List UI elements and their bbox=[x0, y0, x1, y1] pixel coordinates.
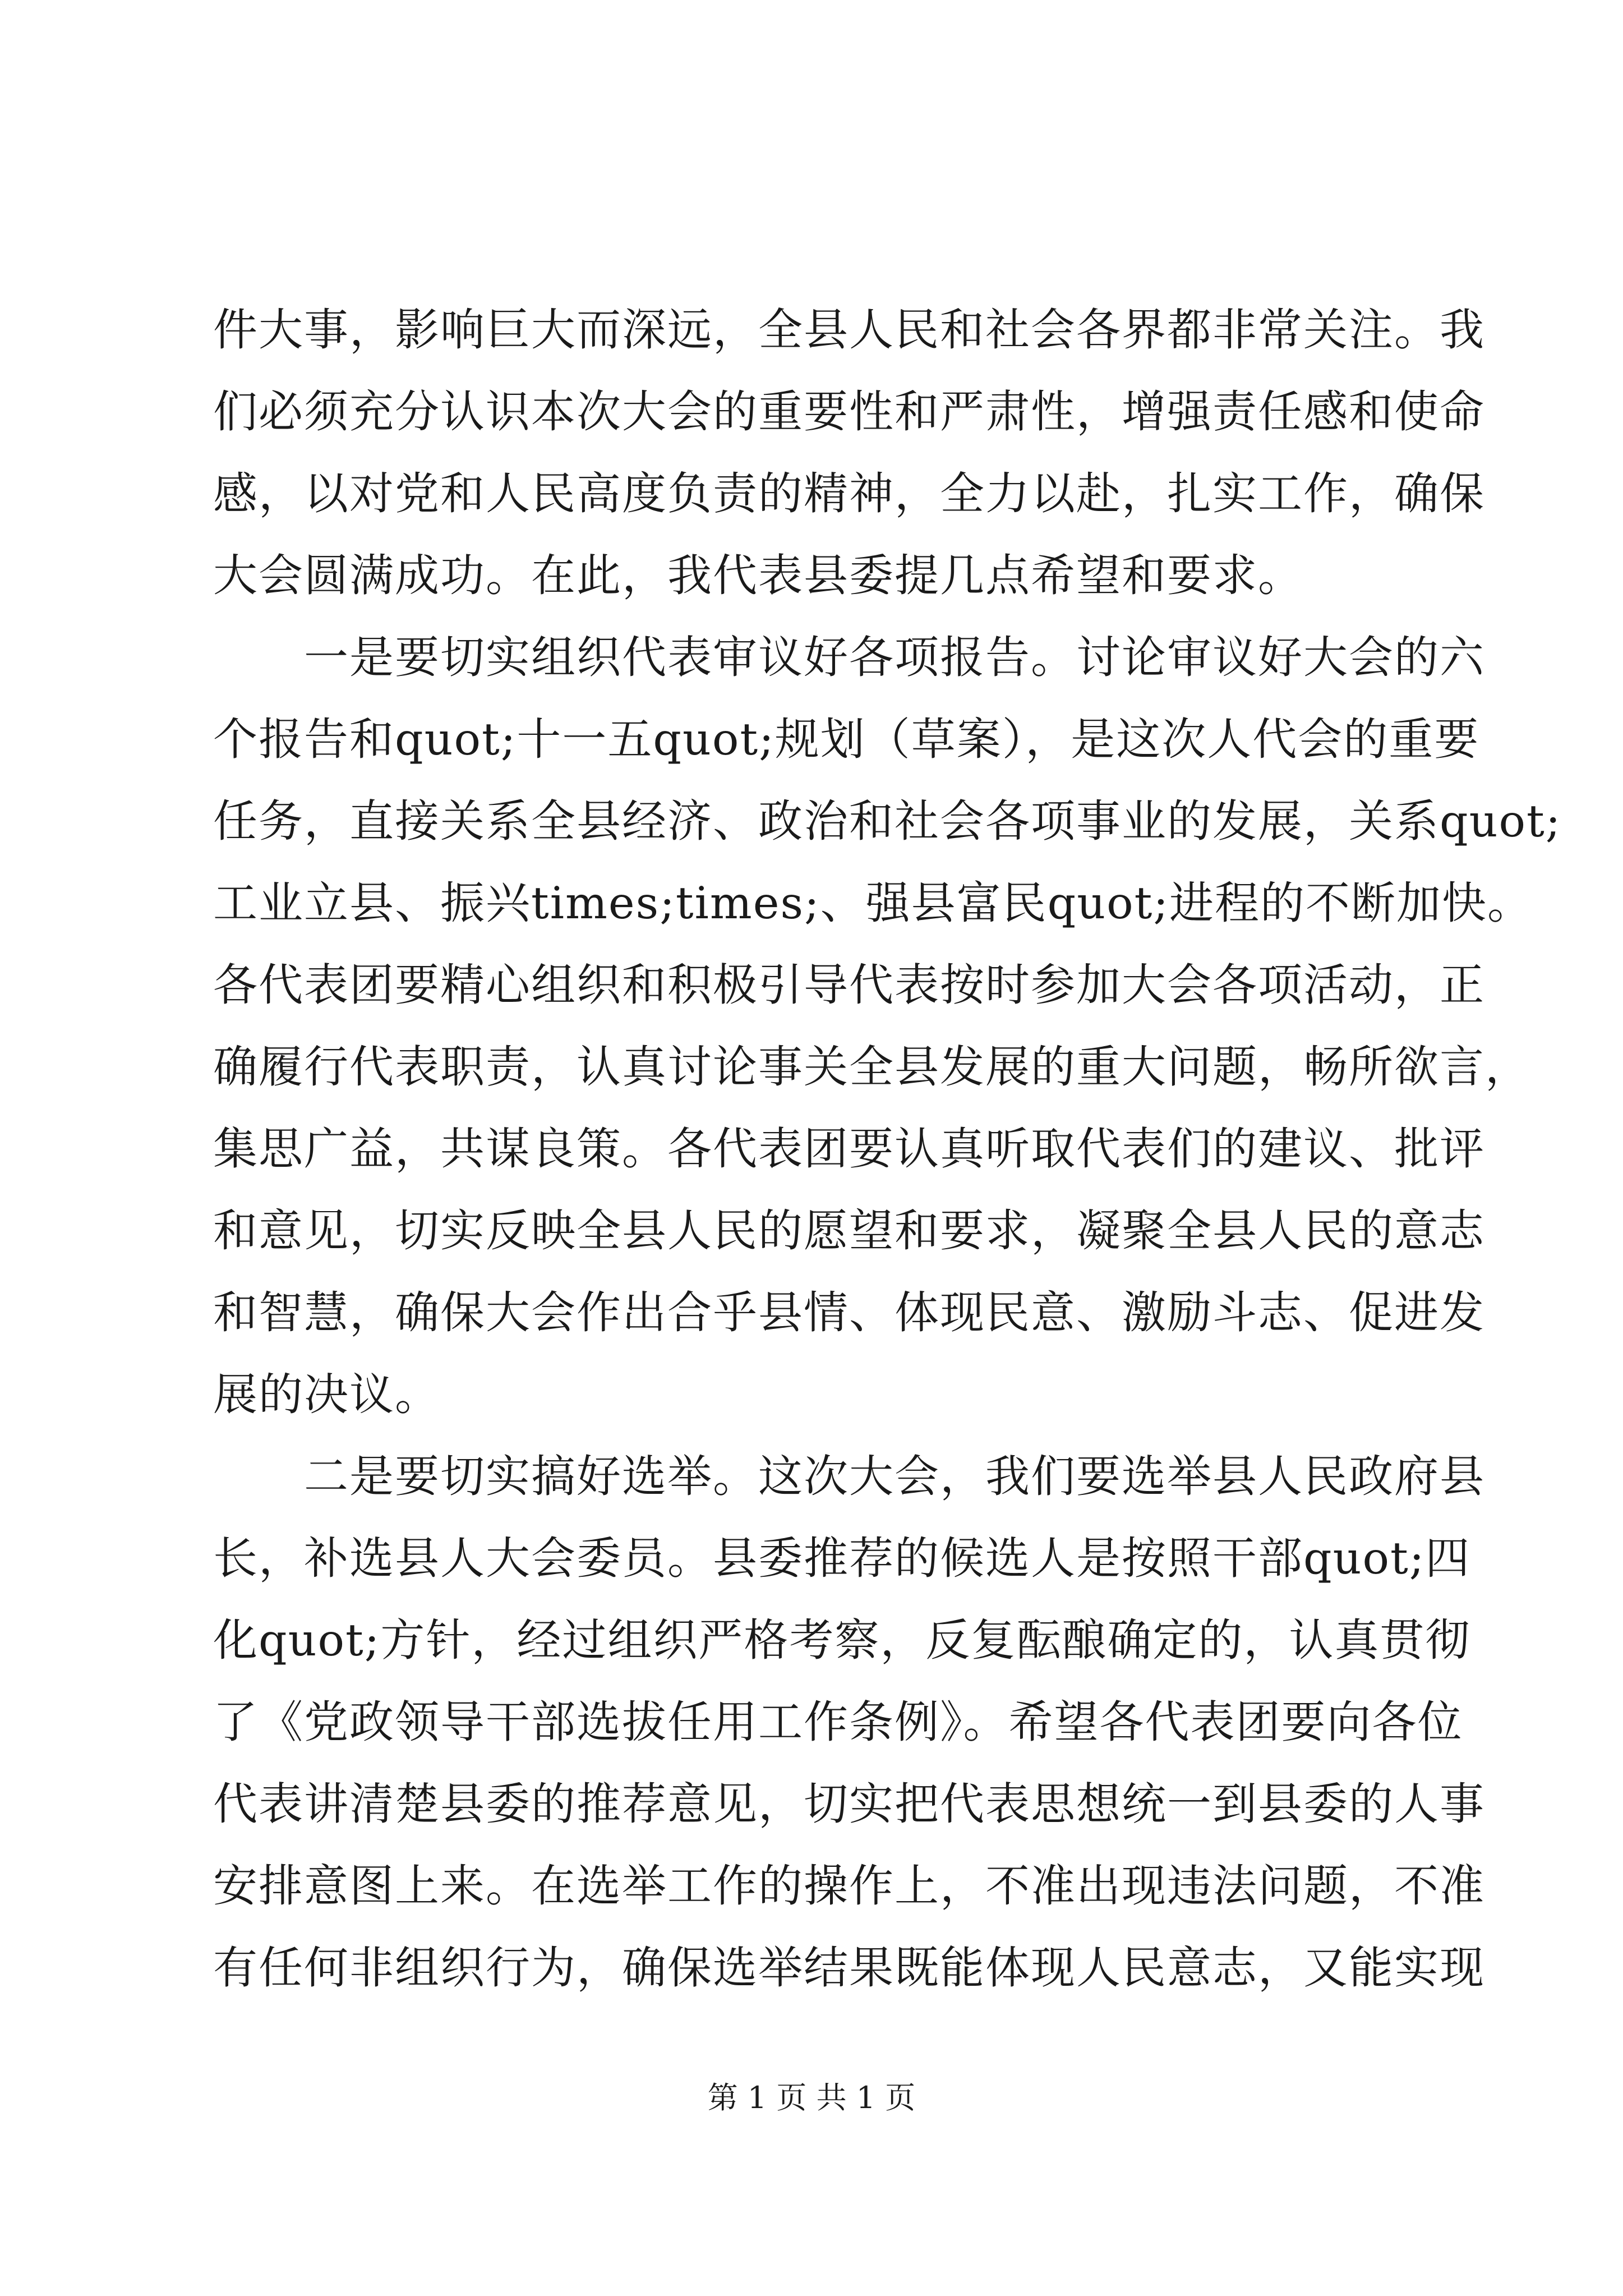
text-line: 有任何非组织行为，确保选举结果既能体现人民意志，又能实现 bbox=[213, 1942, 1485, 1994]
text-line: 工业立县、振兴times;times;、强县富民quot;进程的不断加快。 bbox=[213, 877, 1533, 929]
text-line: 二是要切实搞好选举。这次大会，我们要选举县人民政府县 bbox=[213, 1451, 1485, 1502]
page-footer bbox=[0, 2076, 1623, 2120]
text-line: 大会圆满成功。在此，我代表县委提几点希望和要求。 bbox=[213, 550, 1303, 601]
text-line: 任务，直接关系全县经济、政治和社会各项事业的发展，关系quot; bbox=[213, 795, 1562, 847]
page-number: 第 1 页 共 1 页 bbox=[707, 2080, 916, 2115]
text-line: 安排意图上来。在选举工作的操作上，不准出现违法问题，不准 bbox=[213, 1860, 1485, 1912]
text-line: 和智慧，确保大会作出合乎县情、体现民意、激励斗志、促进发 bbox=[213, 1287, 1485, 1338]
text-line: 长，补选县人大会委员。县委推荐的候选人是按照干部quot;四 bbox=[213, 1533, 1471, 1584]
text-line: 感，以对党和人民高度负责的精神，全力以赴，扎实工作，确保 bbox=[213, 468, 1485, 519]
text-line: 和意见，切实反映全县人民的愿望和要求，凝聚全县人民的意志 bbox=[213, 1205, 1485, 1257]
text-line: 们必须充分认识本次大会的重要性和严肃性，增强责任感和使命 bbox=[213, 386, 1485, 438]
text-line: 展的决议。 bbox=[213, 1369, 440, 1420]
text-line: 件大事，影响巨大而深远，全县人民和社会各界都非常关注。我 bbox=[213, 304, 1485, 356]
text-line: 集思广益，共谋良策。各代表团要认真听取代表们的建议、批评 bbox=[213, 1123, 1485, 1175]
text-line: 确履行代表职责，认真讨论事关全县发展的重大问题，畅所欲言， bbox=[213, 1041, 1530, 1093]
text-line: 代表讲清楚县委的推荐意见，切实把代表思想统一到县委的人事 bbox=[213, 1778, 1485, 1830]
text-line: 了《党政领导干部选拔任用工作条例》。希望各代表团要向各位 bbox=[213, 1696, 1463, 1748]
text-line: 个报告和quot;十一五quot;规划（草案），是这次人代会的重要 bbox=[213, 714, 1480, 765]
text-line: 化quot;方针，经过组织严格考察，反复酝酿确定的，认真贯彻 bbox=[213, 1614, 1471, 1666]
document-body bbox=[213, 289, 1562, 2009]
text-line: 各代表团要精心组织和积极引导代表按时参加大会各项活动，正 bbox=[213, 959, 1485, 1011]
text-line: 一是要切实组织代表审议好各项报告。讨论审议好大会的六 bbox=[213, 632, 1485, 683]
